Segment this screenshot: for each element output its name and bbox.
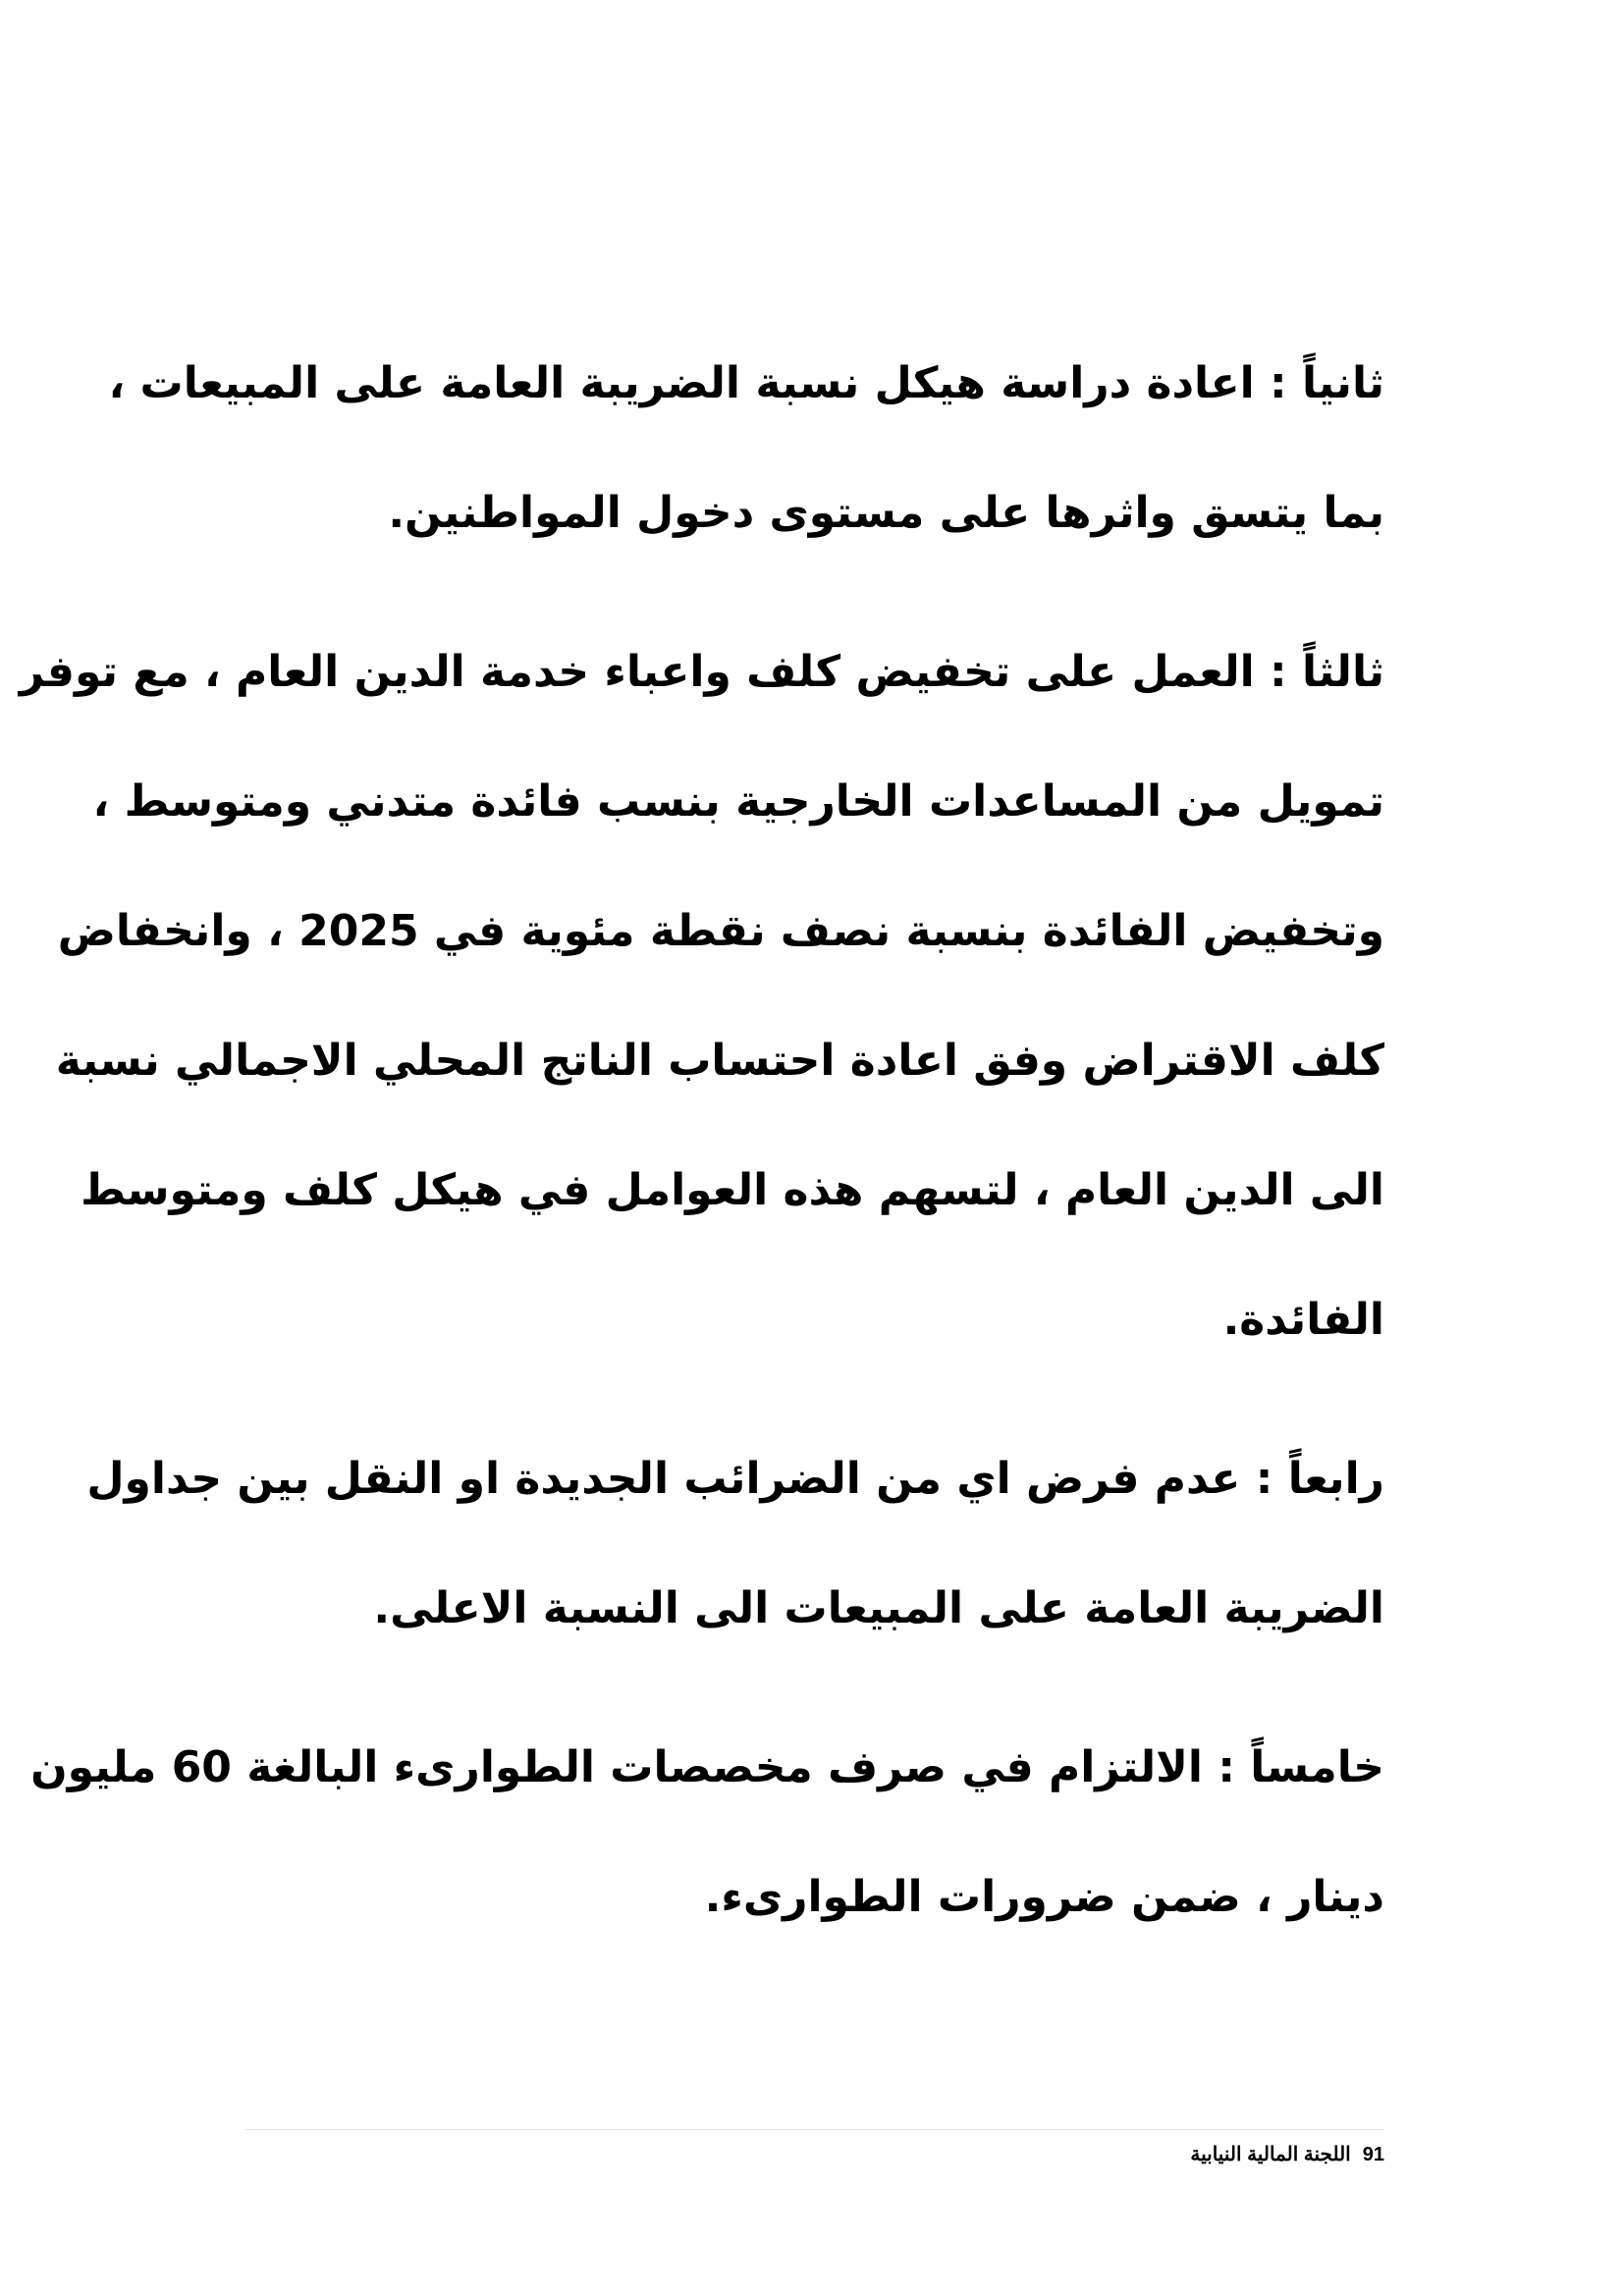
paragraph-line: دينار ، ضمن ضرورات الطوارىء. (704, 1872, 1384, 1922)
paragraph-line: كلف الاقتراض وفق اعادة احتساب الناتج المحلي الاجمالي نسبة (55, 1036, 1384, 1086)
paragraph-fourth (86, 1415, 1384, 1674)
paragraph-line: الى الدين العام ، لتسهم هذه العوامل في هيكل كلف ومتوسط (81, 1165, 1384, 1215)
paragraph-line: ثانياً : اعادة دراسة هيكل نسبة الضريبة العامة على المبيعات ، (108, 358, 1384, 408)
paragraph-line: تمويل من المساعدات الخارجية بنسب فائدة متدني ومتوسط ، (92, 776, 1384, 827)
document-body (19, 319, 1384, 1992)
paragraph-second (108, 319, 1384, 578)
paragraph-line: رابعاً : عدم فرض اي من الضرائب الجديدة او النقل بين جداول (86, 1454, 1384, 1504)
paragraph-line: بما يتسق واثرها على مستوى دخول المواطنين. (388, 488, 1384, 538)
paragraph-fifth (30, 1703, 1384, 1962)
page-footer (245, 2140, 1384, 2169)
paragraph-line: الفائدة. (1222, 1295, 1384, 1345)
paragraph-line: الضريبة العامة على المبيعات الى النسبة الاعلى. (373, 1583, 1384, 1633)
committee-name: اللجنة المالية النيابية (1190, 2144, 1351, 2165)
footer-divider (245, 2129, 1384, 2130)
paragraph-line: خامساً : الالتزام في صرف مخصصات الطوارىء البالغة 60 مليون (30, 1742, 1384, 1792)
paragraph-third (19, 608, 1384, 1385)
paragraph-line: ثالثاً : العمل على تخفيض كلف واعباء خدمة الدين العام ، مع توفر (19, 647, 1384, 697)
page-number: 91 (1362, 2144, 1384, 2165)
paragraph-line: وتخفيض الفائدة بنسبة نصف نقطة مئوية في 2025 ، وانخفاض (57, 906, 1384, 956)
